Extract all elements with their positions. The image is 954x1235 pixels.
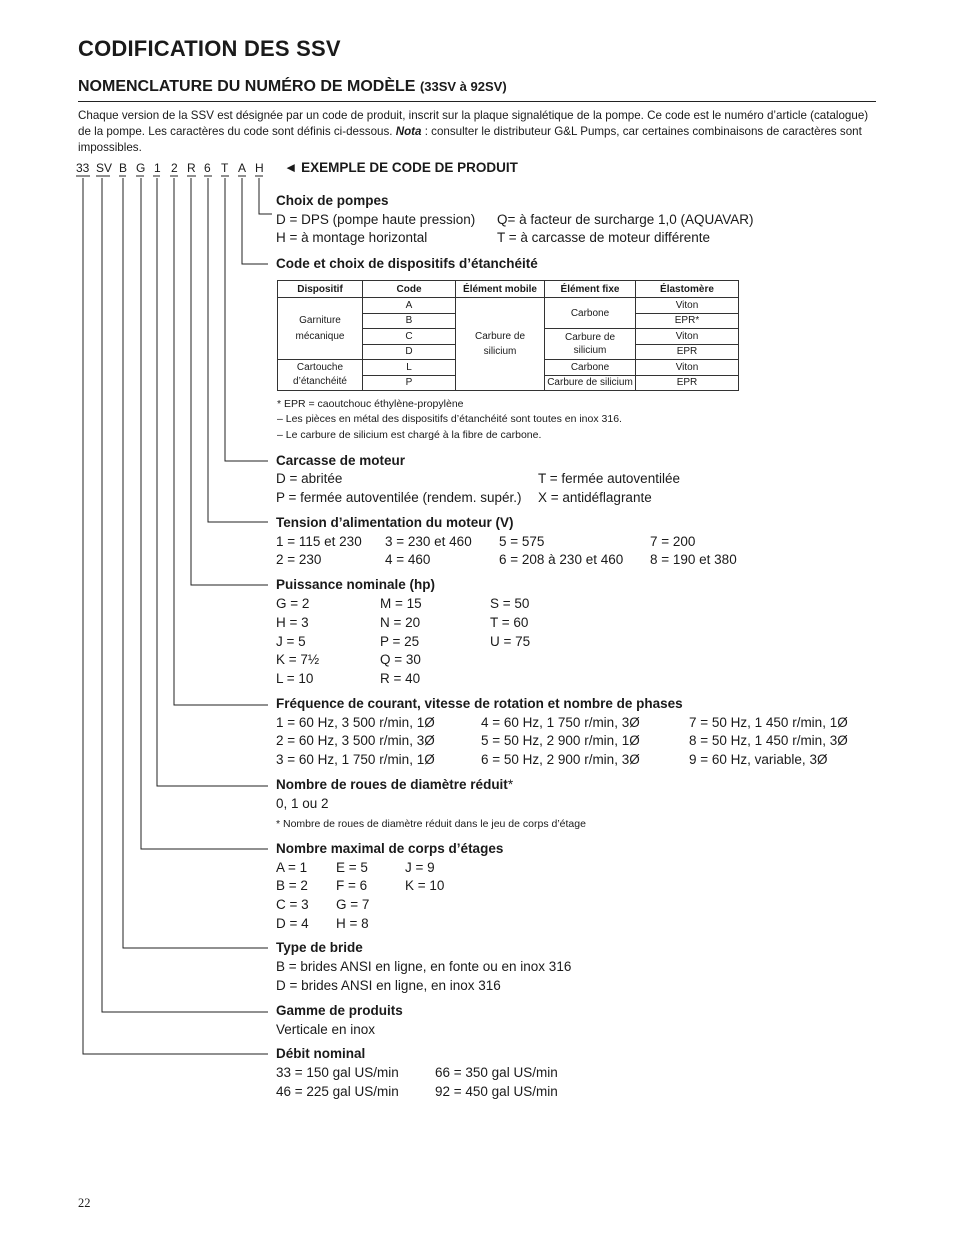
option-item: B = brides ANSI en ligne, en fonte ou en inox 316 — [276, 959, 572, 974]
option-item: Verticale en inox — [276, 1022, 376, 1037]
seal-table — [277, 280, 739, 391]
section-tension-title: Tension d’alimentation du moteur (V) — [276, 515, 514, 530]
option-item: D = brides ANSI en ligne, en inox 316 — [276, 978, 501, 993]
code-char-bride: B — [119, 161, 128, 175]
option-item: 2 = 230 — [276, 552, 322, 567]
roues-title-star: * — [507, 777, 514, 792]
option-item: N = 20 — [380, 615, 421, 630]
option-item: X = antidéflagrante — [538, 490, 652, 505]
option-item: 1 = 115 et 230 — [276, 534, 362, 549]
option-item: T = fermée autoventilée — [538, 471, 680, 486]
table-cell: Carbone — [545, 298, 636, 329]
option-item: H = 8 — [336, 916, 369, 931]
option-item: 2 = 60 Hz, 3 500 r/min, 3Ø — [276, 733, 435, 748]
table-header: Élément mobile — [456, 281, 545, 298]
table-cell: C — [363, 329, 456, 345]
option-item: 0, 1 ou 2 — [276, 796, 329, 811]
option-item: T = à carcasse de moteur différente — [497, 230, 710, 245]
option-item: 6 = 208 à 230 et 460 — [499, 552, 624, 567]
option-item: C = 3 — [276, 897, 309, 912]
option-item: Q= à facteur de surcharge 1,0 (AQUAVAR) — [497, 212, 754, 227]
option-item: 66 = 350 gal US/min — [435, 1065, 558, 1080]
option-item: 92 = 450 gal US/min — [435, 1084, 558, 1099]
section-frequence-title: Fréquence de courant, vitesse de rotation et nombre de phases — [276, 696, 683, 711]
section-puissance-title: Puissance nominale (hp) — [276, 577, 436, 592]
option-item: K = 7½ — [276, 652, 320, 667]
option-item: M = 15 — [380, 596, 422, 611]
option-item: 5 = 50 Hz, 2 900 r/min, 1Ø — [481, 733, 640, 748]
table-cell: Carbure de silicium — [456, 298, 545, 391]
option-item: 8 = 50 Hz, 1 450 r/min, 3Ø — [689, 733, 848, 748]
seal-note: – Le carbure de silicium est chargé à la fibre de carbone. — [277, 429, 542, 441]
code-char-corps: G — [136, 161, 146, 175]
table-cell: Viton — [636, 360, 739, 376]
option-item: T = 60 — [490, 615, 529, 630]
option-item: 7 = 50 Hz, 1 450 r/min, 1Ø — [689, 715, 848, 730]
subtitle-range: (33SV à 92SV) — [419, 79, 507, 94]
table-header: Élastomère — [636, 281, 739, 298]
table-header: Code — [363, 281, 456, 298]
table-cell: L — [363, 360, 456, 376]
table-header: Dispositif — [278, 281, 363, 298]
table-cell: Cartouche d’étanchéité — [278, 360, 363, 391]
option-item: E = 5 — [336, 860, 368, 875]
code-char-roues: 1 — [154, 161, 161, 175]
option-item: 9 = 60 Hz, variable, 3Ø — [689, 752, 828, 767]
option-item: J = 5 — [276, 634, 306, 649]
section-gamme-title: Gamme de produits — [276, 1003, 403, 1018]
table-cell: EPR — [636, 375, 739, 391]
option-item: D = DPS (pompe haute pression) — [276, 212, 476, 227]
page-number: 22 — [78, 1196, 91, 1210]
option-item: P = fermée autoventilée (rendem. supér.) — [276, 490, 522, 505]
option-item: 33 = 150 gal US/min — [276, 1065, 399, 1080]
table-cell: EPR — [636, 344, 739, 360]
table-cell: Viton — [636, 298, 739, 314]
intro-text-1: Chaque version de la SSV est désignée par un code de produit, inscrit sur la plaque signalétique de la pompe. Ce code est le numéro d’article (catalogue) de la pompe. Les caractères du code sont définis ci-dessous. — [78, 109, 869, 138]
option-item: 3 = 60 Hz, 1 750 r/min, 1Ø — [276, 752, 435, 767]
option-item: H = 3 — [276, 615, 309, 630]
table-cell: A — [363, 298, 456, 314]
option-item: 46 = 225 gal US/min — [276, 1084, 399, 1099]
option-item: G = 2 — [276, 596, 310, 611]
page-title: CODIFICATION DES SSV — [78, 36, 341, 61]
option-item: S = 50 — [490, 596, 530, 611]
option-item: 7 = 200 — [650, 534, 696, 549]
section-carcasse-title: Carcasse de moteur — [276, 453, 406, 468]
section-roues-title — [276, 777, 513, 792]
option-item: D = 4 — [276, 916, 309, 931]
code-char-puissance: R — [187, 161, 196, 175]
table-cell: Viton — [636, 329, 739, 345]
option-item: U = 75 — [490, 634, 531, 649]
code-char-etancheite: A — [238, 161, 247, 175]
option-item: 6 = 50 Hz, 2 900 r/min, 3Ø — [481, 752, 640, 767]
section-bride-title: Type de bride — [276, 940, 363, 955]
table-cell: P — [363, 375, 456, 391]
seal-note: * EPR = caoutchouc éthylène-propylène — [277, 398, 464, 410]
intro-nota: Nota — [395, 125, 422, 138]
table-cell: Carbure de silicium — [545, 375, 636, 391]
section-choix-pompes-title: Choix de pompes — [276, 193, 389, 208]
option-item: 3 = 230 et 460 — [385, 534, 472, 549]
option-item: 1 = 60 Hz, 3 500 r/min, 1Ø — [276, 715, 435, 730]
table-cell: D — [363, 344, 456, 360]
option-item: 8 = 190 et 380 — [650, 552, 737, 567]
section-etancheite-title: Code et choix de dispositifs d’étanchéité — [276, 256, 538, 271]
option-item: P = 25 — [380, 634, 420, 649]
table-cell: Garniture mécanique — [278, 298, 363, 360]
option-item: Q = 30 — [380, 652, 421, 667]
table-cell: EPR* — [636, 313, 739, 329]
code-char-tension: 6 — [204, 161, 211, 175]
option-item: A = 1 — [276, 860, 308, 875]
code-char-pompes: H — [255, 161, 264, 175]
option-item: G = 7 — [336, 897, 370, 912]
table-header: Élément fixe — [545, 281, 636, 298]
roues-title-text: Nombre de roues de diamètre réduit — [276, 777, 508, 792]
table-cell: Carbure de silicium — [545, 329, 636, 360]
seal-note: – Les pièces en métal des dispositifs d’étanchéité sont toutes en inox 316. — [277, 413, 622, 425]
option-item: J = 9 — [405, 860, 435, 875]
option-item: L = 10 — [276, 671, 314, 686]
option-item: 4 = 460 — [385, 552, 431, 567]
section-debit-title: Débit nominal — [276, 1046, 366, 1061]
example-label: ◄ EXEMPLE DE CODE DE PRODUIT — [284, 160, 518, 175]
subtitle-text: NOMENCLATURE DU NUMÉRO DE MODÈLE — [78, 78, 416, 95]
section-corps-title: Nombre maximal de corps d’étages — [276, 841, 504, 856]
option-item: R = 40 — [380, 671, 421, 686]
option-item: H = à montage horizontal — [276, 230, 428, 245]
code-char-frequence: 2 — [171, 161, 178, 175]
intro-text-2: : consulter le distributeur G&L Pumps, car certaines combinaisons de caractères sont impossibles. — [78, 125, 862, 154]
code-char-carcasse: T — [221, 161, 229, 175]
option-item: B = 2 — [276, 878, 308, 893]
option-item: D = abritée — [276, 471, 343, 486]
option-item: 5 = 575 — [499, 534, 545, 549]
option-item: 4 = 60 Hz, 1 750 r/min, 3Ø — [481, 715, 640, 730]
code-char-debit: 33 — [76, 161, 90, 175]
option-item: K = 10 — [405, 878, 445, 893]
code-char-gamme: SV — [96, 161, 113, 175]
roues-note: * Nombre de roues de diamètre réduit dans le jeu de corps d’étage — [276, 818, 586, 830]
table-cell: Carbone — [545, 360, 636, 376]
table-cell: B — [363, 313, 456, 329]
option-item: F = 6 — [336, 878, 368, 893]
